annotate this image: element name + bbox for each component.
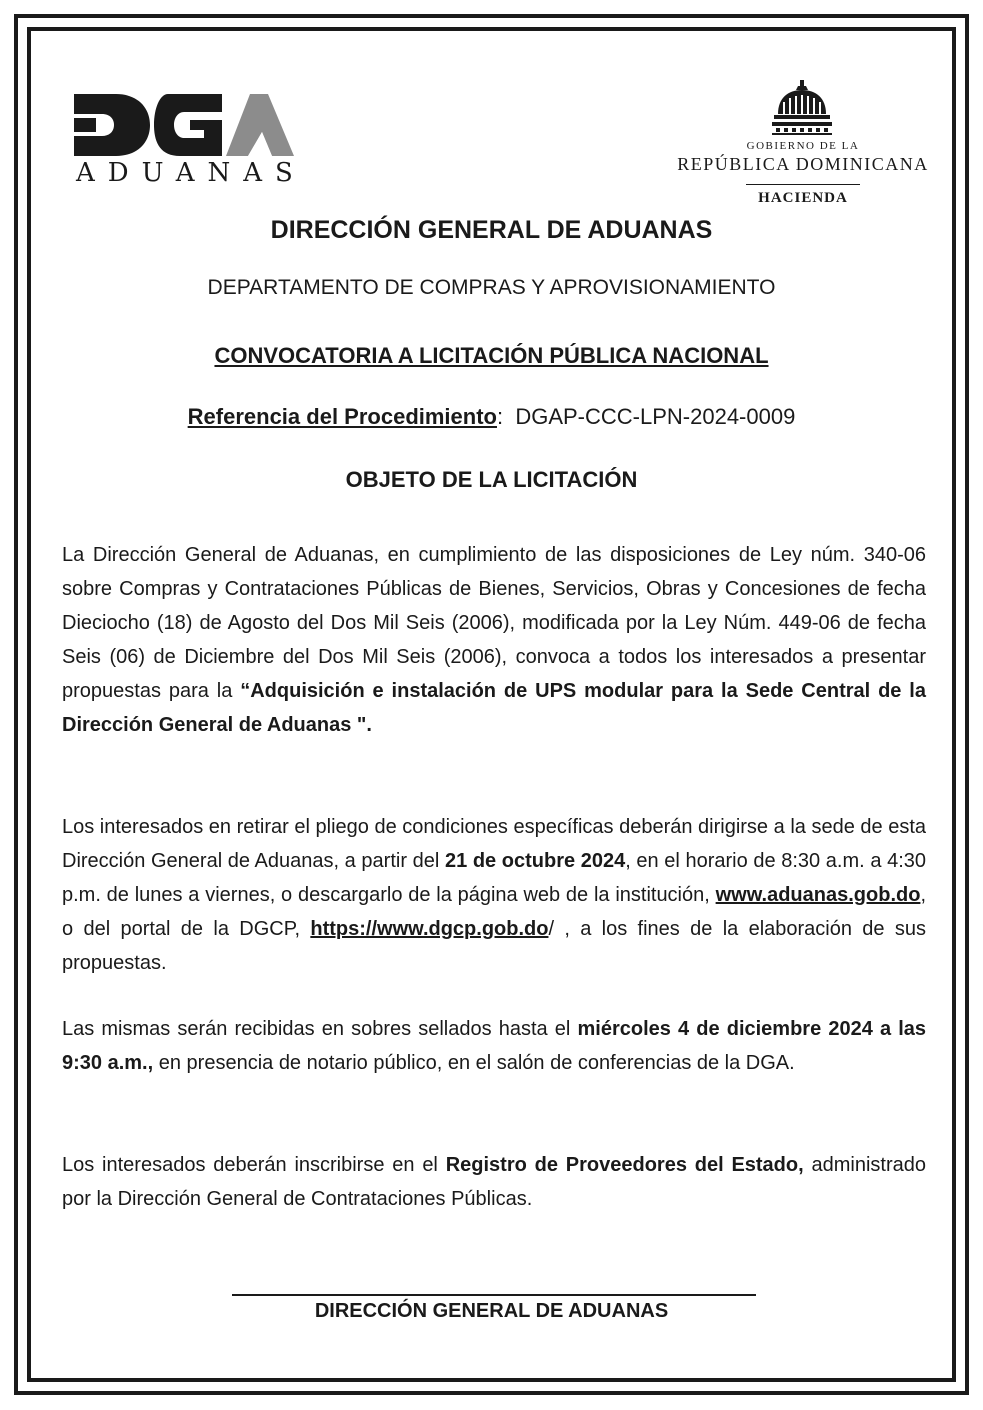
reference-label: Referencia del Procedimiento	[187, 404, 497, 429]
signature-name: DIRECCIÓN GENERAL DE ADUANAS	[314, 1300, 669, 1322]
dgcp-link[interactable]: https://www.dgcp.gob.do	[310, 918, 549, 940]
paragraph-3	[62, 1012, 926, 1080]
paragraph-1	[62, 538, 926, 742]
dga-logo-mark-icon	[72, 92, 298, 158]
department-name: DEPARTAMENTO DE COMPRAS Y APROVISIONAMIENTO	[207, 276, 776, 299]
p2-text-c: , o del portal de la DGCP,	[62, 884, 926, 940]
aduanas-link[interactable]: www.aduanas.gob.do	[715, 884, 921, 906]
p2-text-b: , en el horario de 8:30 a.m. a 4:30 p.m. de lunes a viernes, o descargarlo de la página web de la institución,	[62, 850, 927, 906]
reference-line	[40, 404, 943, 430]
paragraph-4	[62, 1148, 926, 1216]
dga-logo-subtitle: ADUANAS	[76, 158, 306, 188]
reference-code: DGAP-CCC-LPN-2024-0009	[515, 404, 796, 429]
government-line-2: REPÚBLICA DOMINICANA	[677, 154, 929, 174]
p4-text-b: administrado por la Dirección General de Contrataciones Públicas.	[62, 1154, 927, 1210]
signature-line	[232, 1294, 756, 1296]
p2-text-d: / , a los fines de la elaboración de sus propuestas.	[62, 918, 926, 974]
paragraph-2	[62, 810, 926, 980]
government-divider	[746, 184, 860, 185]
p3-text-a: Las mismas serán recibidas en sobres sellados hasta el	[62, 1018, 571, 1040]
p3-deadline: miércoles 4 de diciembre 2024 a las 9:30 a.m.,	[62, 1018, 927, 1074]
p3-text-b: en presencia de notario público, en el salón de conferencias de la DGA.	[158, 1052, 795, 1074]
object-heading: OBJETO DE LA LICITACIÓN	[345, 467, 638, 492]
government-line-3: HACIENDA	[758, 190, 848, 206]
government-logo	[668, 78, 938, 213]
reference-colon: :	[496, 404, 516, 429]
p2-text-a: Los interesados en retirar el pliego de condiciones específicas deberán dirigirse a la sede de esta Dirección General de Aduanas, a partir del	[62, 816, 926, 872]
p1-object-bold: “Adquisición e instalación de UPS modular para la Sede Central de la Dirección General de Aduanas ".	[62, 680, 926, 736]
p4-registry: Registro de Proveedores del Estado,	[445, 1154, 804, 1176]
convocatoria-text: CONVOCATORIA A LICITACIÓN PÚBLICA NACIONAL	[214, 343, 769, 368]
p1-text: La Dirección General de Aduanas, en cumplimiento de las disposiciones de Ley núm. 340-06 sobre Compras y Contrataciones Públicas de Bienes, Servicios, Obras y Concesiones de fecha Dieciocho (18) de Agosto del Dos Mil Seis (2006), modificada por la Ley Núm. 449-06 de fecha Seis (06) de Diciembre del Dos Mil Seis (2006), convoca a todos los interesados a presentar propuestas para la	[62, 544, 926, 702]
convocatoria-heading	[40, 343, 943, 369]
document-title: DIRECCIÓN GENERAL DE ADUANAS	[270, 216, 713, 244]
palace-dome-icon	[668, 78, 938, 138]
government-line-1: GOBIERNO DE LA	[746, 140, 860, 152]
p2-date: 21 de octubre 2024	[444, 850, 626, 872]
p4-text-a: Los interesados deberán inscribirse en el	[62, 1154, 438, 1176]
